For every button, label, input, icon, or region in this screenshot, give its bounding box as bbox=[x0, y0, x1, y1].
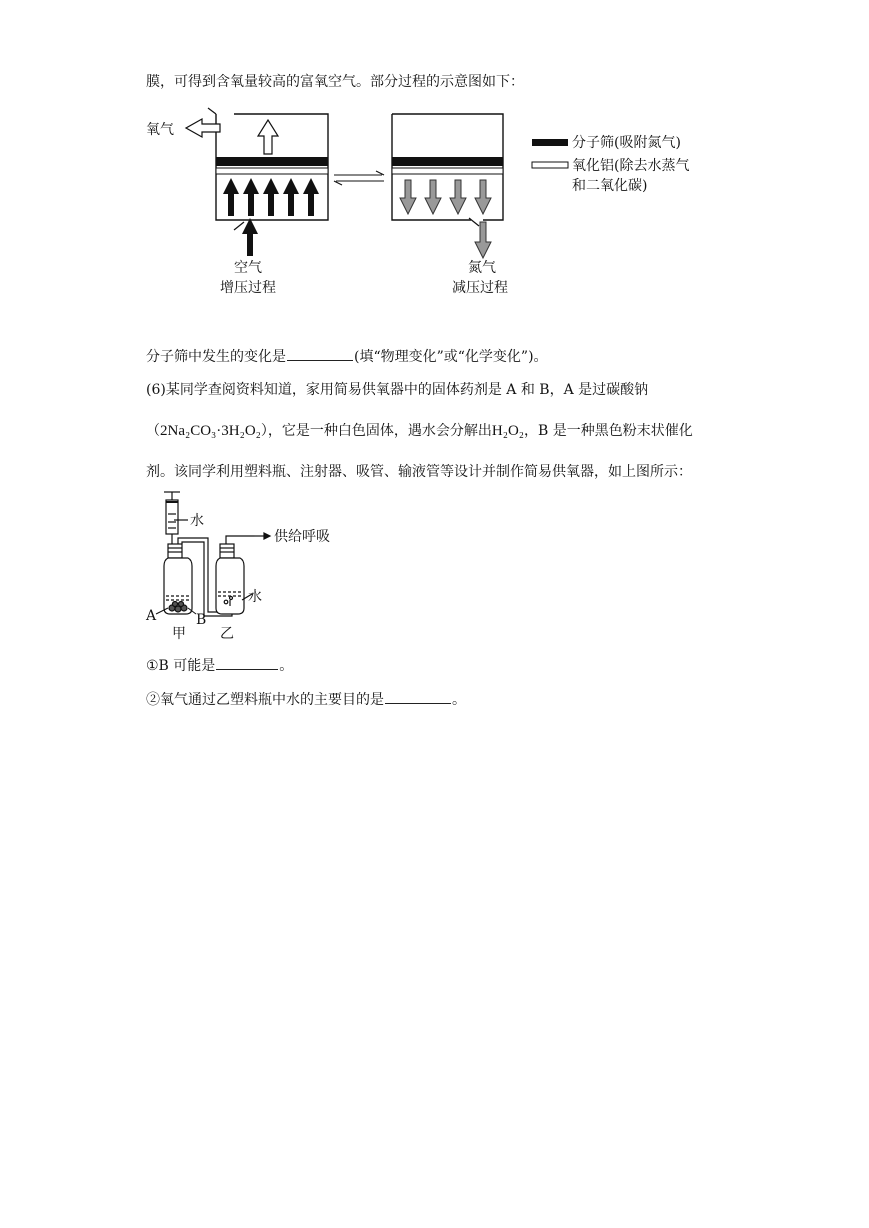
intro-text: 膜，可得到含氧量较高的富氧空气。部分过程的示意图如下： bbox=[146, 74, 524, 90]
water-label-right: 水 bbox=[248, 589, 262, 605]
molecular-sieve-layer-left bbox=[216, 157, 328, 166]
oxygen-up-arrow bbox=[258, 120, 278, 154]
nitrogen-outlet-arrow bbox=[475, 222, 491, 258]
oxygen-label: 氧气 bbox=[146, 122, 174, 138]
oxygen-out-arrow bbox=[186, 119, 220, 137]
pressurize-label: 增压过程 bbox=[220, 280, 276, 296]
molecular-sieve-layer-right bbox=[392, 157, 503, 166]
label-b: B bbox=[196, 612, 207, 628]
question-6-1-prefix: ①B 可能是 bbox=[146, 658, 216, 674]
question-6-line2 bbox=[146, 421, 693, 441]
bottle-jia bbox=[164, 544, 192, 614]
question-6-2 bbox=[146, 689, 466, 710]
label-a: A bbox=[146, 608, 157, 624]
depressurize-label: 减压过程 bbox=[452, 280, 508, 296]
reversible-arrows bbox=[334, 171, 384, 185]
question-6-1-suffix: 。 bbox=[279, 658, 294, 674]
nitrogen-label: 氮气 bbox=[468, 260, 496, 276]
question-change bbox=[146, 346, 548, 367]
oxygen-supplier-diagram bbox=[144, 488, 374, 648]
question-change-prefix: 分子筛中发生的变化是 bbox=[146, 349, 286, 365]
question-6-2-suffix: 。 bbox=[452, 692, 466, 708]
answer-blank-purpose[interactable] bbox=[385, 689, 451, 704]
air-inlet-arrow bbox=[242, 218, 258, 256]
sodium-percarbonate-formula: 2Na₂CO₃·3H₂O₂ bbox=[160, 423, 261, 439]
question-6-line3: 剂。该同学利用塑料瓶、注射器、吸管、输液管等设计并制作简易供氧器，如上图所示： bbox=[146, 464, 692, 480]
answer-blank-b[interactable] bbox=[216, 655, 278, 670]
air-label: 空气 bbox=[234, 260, 262, 276]
label-jia: 甲 bbox=[172, 626, 186, 642]
water-label-top: 水 bbox=[190, 513, 204, 529]
air-up-arrows bbox=[223, 178, 319, 216]
legend-sieve-label: 分子筛(吸附氮气) bbox=[572, 135, 681, 151]
syringe bbox=[164, 492, 188, 544]
supply-breath-label: 供给呼吸 bbox=[274, 529, 330, 545]
hydrogen-peroxide-formula: H₂O₂ bbox=[491, 423, 525, 439]
formula-close-text: ），它是一种白色固体，遇水会分解出 bbox=[260, 423, 492, 439]
answer-blank-change[interactable] bbox=[287, 346, 353, 361]
depressurize-chamber bbox=[392, 114, 503, 258]
label-yi: 乙 bbox=[220, 626, 234, 642]
question-change-suffix: (填“物理变化”或“化学变化”)。 bbox=[354, 349, 548, 365]
legend-alumina-label-1: 氧化铝(除去水蒸气 bbox=[572, 158, 690, 174]
process-diagram bbox=[146, 104, 726, 304]
legend-alumina-label-2: 和二氧化碳) bbox=[572, 178, 648, 194]
alumina-layer-left bbox=[216, 168, 328, 174]
pressurize-chamber bbox=[186, 108, 328, 256]
nitrogen-down-arrows bbox=[400, 180, 491, 214]
legend bbox=[532, 135, 689, 194]
question-6-2-prefix: ②氧气通过乙塑料瓶中水的主要目的是 bbox=[146, 692, 384, 708]
legend-sieve-swatch bbox=[532, 139, 568, 146]
question-6-line2-rest: ，B 是一种黑色粉末状催化 bbox=[524, 423, 693, 439]
legend-alumina-swatch bbox=[532, 162, 568, 168]
question-6-1 bbox=[146, 655, 293, 676]
question-6-line1: (6)某同学查阅资料知道，家用简易供氧器中的固体药剂是 A 和 B，A 是过碳酸钠 bbox=[146, 382, 649, 398]
alumina-layer-right bbox=[392, 168, 503, 174]
formula-open: （ bbox=[146, 423, 160, 439]
